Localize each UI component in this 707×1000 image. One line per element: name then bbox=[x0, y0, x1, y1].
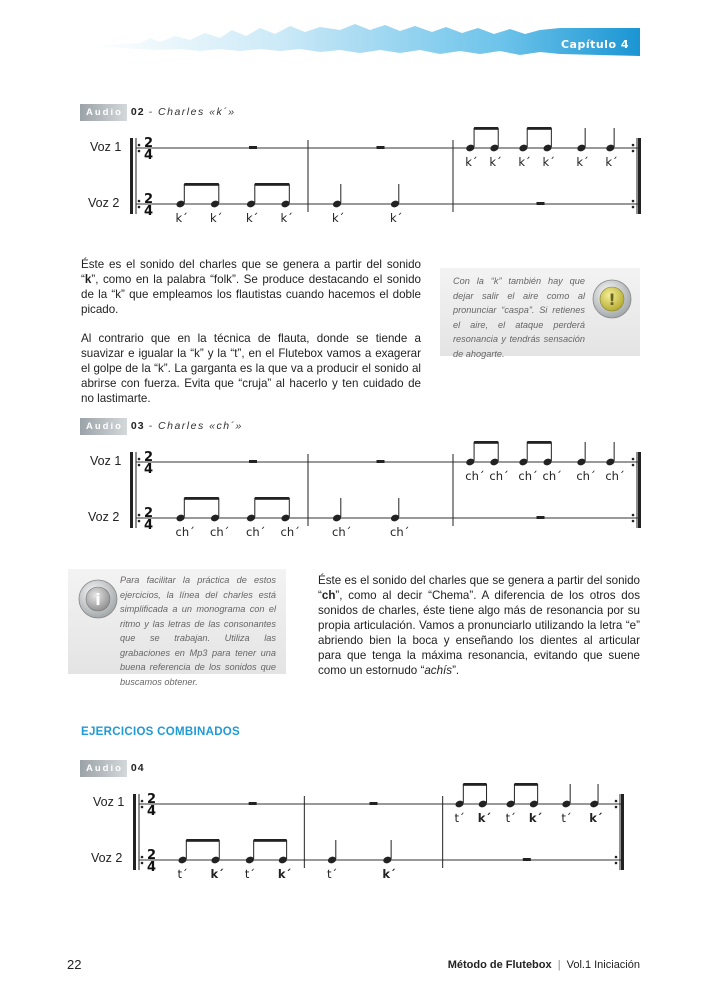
time-signature-top: 2 bbox=[144, 506, 154, 521]
syllable: ch´ bbox=[175, 525, 195, 539]
syllable: k´ bbox=[246, 211, 259, 225]
repeat-dot bbox=[138, 206, 141, 209]
syllable: k´ bbox=[175, 211, 188, 225]
whole-rest bbox=[377, 460, 385, 463]
audio-title: - Charles «ch´» bbox=[148, 420, 243, 432]
time-signature-top: 2 bbox=[144, 192, 154, 207]
audio-badge: Audio bbox=[80, 418, 127, 435]
repeat-dot bbox=[632, 514, 635, 517]
time-signature-top: 2 bbox=[144, 450, 154, 465]
syllable: t´ bbox=[505, 811, 516, 825]
text-ch: Éste es el sonido del charles que se genera a partir del sonido “ch”, como al decir “Chema”. A diferencia de los otros dos sonidos de charles, éste tiene algo más de resonancia por su propia articulación. Vamos a pronunciarlo utilizando la letra “e” abriendo bien la boca y enseñando los dientes al articular para que tenga la máxima resonancia, evitando que suene como un estornudo “achís”. bbox=[318, 574, 640, 677]
time-signature-bottom: 4 bbox=[144, 462, 154, 477]
footer-separator: | bbox=[557, 959, 561, 971]
note-beam bbox=[474, 127, 498, 130]
audio-title: - Charles «k´» bbox=[148, 106, 236, 118]
time-signature-bottom: 4 bbox=[144, 204, 154, 219]
exclamation-icon bbox=[592, 279, 632, 319]
syllable: ch´ bbox=[246, 525, 266, 539]
time-signature-bottom: 4 bbox=[144, 518, 154, 533]
audio-number: 04 bbox=[130, 762, 145, 774]
note-beam bbox=[527, 441, 551, 444]
text-k bbox=[81, 257, 421, 420]
syllable: ch´ bbox=[332, 525, 352, 539]
syllable: k´ bbox=[382, 867, 396, 881]
syllable: k´ bbox=[465, 155, 478, 169]
syllable: k´ bbox=[518, 155, 531, 169]
system-bracket bbox=[130, 452, 133, 528]
time-signature-bottom: 4 bbox=[144, 148, 154, 163]
repeat-dot bbox=[138, 464, 141, 467]
syllable: k´ bbox=[277, 867, 292, 881]
tip-text-k: Con la “k” también hay que dejar salir el aire como al pronunciar “caspa”. Si retienes el aire, el ataque perderá resonancia y tendrás sensación de ahogarte. bbox=[453, 276, 585, 359]
syllable: ch´ bbox=[542, 469, 562, 483]
whole-rest bbox=[377, 146, 385, 149]
audio-badge: Audio bbox=[80, 104, 127, 121]
staff-audio-03 bbox=[128, 440, 648, 550]
syllable: ch´ bbox=[390, 525, 410, 539]
syllable: t´ bbox=[561, 811, 572, 825]
page-number: 22 bbox=[67, 957, 82, 972]
info-glyph: i bbox=[95, 590, 101, 609]
note-beam bbox=[474, 441, 498, 444]
audio-number: 03 bbox=[130, 420, 145, 432]
book-title: Método de Flutebox bbox=[447, 959, 552, 971]
repeat-dot bbox=[632, 200, 635, 203]
note-beam bbox=[184, 497, 219, 500]
chapter-label: Capítulo 4 bbox=[560, 38, 629, 51]
repeat-dot bbox=[141, 806, 144, 809]
repeat-dot bbox=[138, 144, 141, 147]
syllable: k´ bbox=[589, 811, 603, 825]
time-signature-top: 2 bbox=[147, 848, 157, 863]
repeat-dot bbox=[615, 806, 618, 809]
repeat-dot bbox=[615, 856, 618, 859]
syllable: k´ bbox=[605, 155, 618, 169]
voice1-label: Voz 1 bbox=[93, 795, 125, 809]
syllable: t´ bbox=[327, 867, 338, 881]
whole-rest bbox=[249, 146, 257, 149]
syllable: k´ bbox=[210, 867, 224, 881]
staff-audio-04 bbox=[131, 782, 631, 892]
time-signature-bottom: 4 bbox=[147, 860, 157, 875]
repeat-dot bbox=[141, 862, 144, 865]
tip-box-k bbox=[440, 268, 640, 359]
note-beam bbox=[184, 183, 219, 186]
final-bar-thick bbox=[638, 452, 641, 528]
repeat-dot bbox=[632, 150, 635, 153]
audio-tag-02 bbox=[80, 101, 236, 123]
syllable: k´ bbox=[332, 211, 345, 225]
syllable: k´ bbox=[390, 211, 403, 225]
note-beam bbox=[254, 839, 287, 842]
system-bracket bbox=[130, 138, 133, 214]
syllable: ch´ bbox=[605, 469, 625, 483]
syllable: k´ bbox=[477, 811, 492, 825]
section-heading-combined: EJERCICIOS COMBINADOS bbox=[81, 726, 241, 738]
info-icon bbox=[78, 579, 118, 619]
whole-rest bbox=[523, 858, 531, 861]
syllable: k´ bbox=[528, 811, 543, 825]
voice1-label: Voz 1 bbox=[90, 140, 122, 154]
audio-tag-04 bbox=[80, 757, 145, 779]
audio-tag-03 bbox=[80, 415, 243, 437]
repeat-dot bbox=[632, 458, 635, 461]
time-signature-bottom: 4 bbox=[147, 804, 157, 819]
repeat-dot bbox=[632, 464, 635, 467]
repeat-dot bbox=[141, 800, 144, 803]
staff-audio-02 bbox=[128, 126, 648, 236]
syllable: t´ bbox=[244, 867, 256, 881]
repeat-dot bbox=[138, 458, 141, 461]
time-signature-top: 2 bbox=[144, 136, 154, 151]
note-beam bbox=[186, 839, 219, 842]
voice2-label: Voz 2 bbox=[88, 510, 120, 524]
footer-book-info bbox=[448, 959, 640, 971]
repeat-dot bbox=[138, 150, 141, 153]
paragraph-k-2: Al contrario que en la técnica de flauta, donde se tiende a suavizar e igualar la “k” y la “t”, en el Flutebox vamos a exagerar el golpe de la “k”. La garganta es la que va a producir el sonido al abrirse con fuerza. Evita que “cruja” al hacerlo y ten cuidado de no lastimarte. bbox=[81, 332, 421, 405]
syllable: k´ bbox=[489, 155, 502, 169]
note-beam bbox=[255, 497, 289, 500]
note-beam bbox=[463, 783, 486, 786]
repeat-dot bbox=[615, 800, 618, 803]
repeat-dot bbox=[138, 514, 141, 517]
repeat-dot bbox=[138, 200, 141, 203]
syllable: t´ bbox=[177, 867, 188, 881]
note-beam bbox=[514, 783, 537, 786]
syllable: k´ bbox=[280, 211, 293, 225]
whole-rest bbox=[249, 802, 257, 805]
audio-badge: Audio bbox=[80, 760, 127, 777]
time-signature-top: 2 bbox=[147, 792, 157, 807]
repeat-dot bbox=[615, 862, 618, 865]
syllable: ch´ bbox=[280, 525, 300, 539]
final-bar-thick bbox=[621, 794, 624, 870]
repeat-dot bbox=[632, 206, 635, 209]
note-beam bbox=[255, 183, 289, 186]
final-bar-thick bbox=[638, 138, 641, 214]
syllable: k´ bbox=[576, 155, 589, 169]
whole-rest bbox=[537, 202, 545, 205]
system-bracket bbox=[133, 794, 136, 870]
note-beam bbox=[527, 127, 551, 130]
syllable: t´ bbox=[454, 811, 465, 825]
syllable: k´ bbox=[210, 211, 223, 225]
repeat-dot bbox=[141, 856, 144, 859]
repeat-dot bbox=[138, 520, 141, 523]
whole-rest bbox=[370, 802, 378, 805]
syllable: k´ bbox=[542, 155, 555, 169]
voice2-label: Voz 2 bbox=[91, 851, 123, 865]
voice1-label: Voz 1 bbox=[90, 454, 122, 468]
chapter-header-band bbox=[0, 18, 640, 58]
whole-rest bbox=[249, 460, 257, 463]
repeat-dot bbox=[632, 520, 635, 523]
syllable: ch´ bbox=[576, 469, 596, 483]
syllable: ch´ bbox=[465, 469, 485, 483]
syllable: ch´ bbox=[489, 469, 509, 483]
paragraph-k-1: Éste es el sonido del charles que se genera a partir del sonido “k”, como en la palabra “folk”. Se produce destacando el sonido de la “k” que empleamos los flautistas cuando hacemos el doble picado. bbox=[81, 258, 421, 316]
volume-label: Vol.1 Iniciación bbox=[566, 959, 640, 971]
syllable: ch´ bbox=[210, 525, 230, 539]
info-text-ch: Para facilitar la práctica de estos ejercicios, la línea del charles está simplificada a un monograma con el ritmo y las letras de las consonantes que se trabajan. Utiliza las grabaciones en Mp3 para tener una buena referencia de los sonidos que buscamos obtener. bbox=[120, 575, 276, 687]
whole-rest bbox=[537, 516, 545, 519]
syllable: ch´ bbox=[518, 469, 538, 483]
voice2-label: Voz 2 bbox=[88, 196, 120, 210]
repeat-dot bbox=[632, 144, 635, 147]
info-box-ch bbox=[68, 569, 286, 687]
audio-number: 02 bbox=[130, 106, 145, 118]
exclamation-glyph: ! bbox=[608, 290, 616, 309]
